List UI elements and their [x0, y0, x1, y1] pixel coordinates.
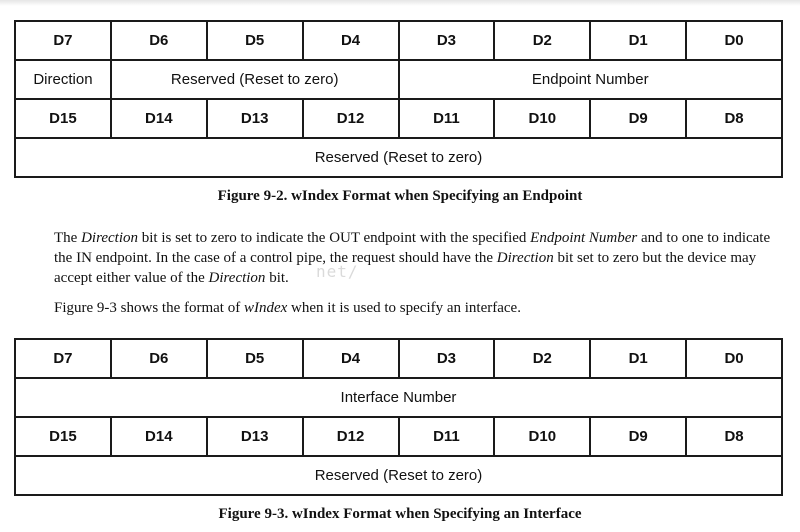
reserved-field-high: Reserved (Reset to zero)	[15, 138, 782, 177]
emphasis-endpoint-number: Endpoint Number	[530, 230, 638, 246]
emphasis-windex: wIndex	[243, 300, 288, 316]
bit-header-d8: D8	[686, 417, 782, 456]
bit-header-d11: D11	[399, 99, 495, 138]
bit-header-d0: D0	[686, 21, 782, 60]
direction-field: Direction	[15, 60, 111, 99]
table-row-fields-low	[15, 60, 782, 99]
emphasis-direction: Direction	[81, 230, 139, 246]
reserved-field-high: Reserved (Reset to zero)	[15, 456, 782, 495]
bit-header-d1: D1	[590, 339, 686, 378]
text-run: bit.	[265, 270, 289, 286]
bit-header-d10: D10	[494, 99, 590, 138]
bit-header-d11: D11	[399, 417, 495, 456]
table-row-bits-low	[15, 339, 782, 378]
bit-header-d8: D8	[686, 99, 782, 138]
bit-header-d5: D5	[207, 21, 303, 60]
emphasis-direction: Direction	[208, 270, 266, 286]
bit-header-d2: D2	[494, 339, 590, 378]
bit-header-d12: D12	[303, 99, 399, 138]
bit-header-d0: D0	[686, 339, 782, 378]
interface-intro-paragraph	[54, 298, 784, 318]
endpoint-format-table	[14, 20, 783, 178]
bit-header-d7: D7	[15, 21, 111, 60]
bit-header-d6: D6	[111, 21, 207, 60]
text-run: and to one to indicate the IN endpoint. In the case of a control pipe, the request should have the	[54, 230, 771, 266]
table-row-bits-low	[15, 21, 782, 60]
bit-header-d3: D3	[399, 339, 495, 378]
bit-header-d13: D13	[207, 417, 303, 456]
table-row-fields-high	[15, 456, 782, 495]
watermark: net/	[316, 262, 359, 281]
figure-caption-interface: Figure 9-3. wIndex Format when Specifying an Interface	[218, 506, 582, 522]
bit-header-d4: D4	[303, 21, 399, 60]
bit-header-d15: D15	[15, 417, 111, 456]
text-run: bit is set to zero to indicate the OUT endpoint with the specified	[138, 230, 531, 246]
reserved-field-low: Reserved (Reset to zero)	[111, 60, 399, 99]
bit-header-d1: D1	[590, 21, 686, 60]
bit-header-d14: D14	[111, 417, 207, 456]
interface-number-field: Interface Number	[15, 378, 782, 417]
bit-header-d10: D10	[494, 417, 590, 456]
bit-header-d15: D15	[15, 99, 111, 138]
bit-header-d3: D3	[399, 21, 495, 60]
bit-header-d12: D12	[303, 417, 399, 456]
emphasis-direction: Direction	[496, 250, 554, 266]
table-row-bits-high	[15, 99, 782, 138]
text-run: The	[54, 230, 82, 246]
bit-header-d6: D6	[111, 339, 207, 378]
table-row-fields-high	[15, 138, 782, 177]
table-row-fields-low	[15, 378, 782, 417]
bit-header-d7: D7	[15, 339, 111, 378]
endpoint-number-field: Endpoint Number	[399, 60, 783, 99]
bit-header-d13: D13	[207, 99, 303, 138]
bit-header-d9: D9	[590, 417, 686, 456]
bit-header-d14: D14	[111, 99, 207, 138]
interface-format-table	[14, 338, 783, 496]
bit-header-d9: D9	[590, 99, 686, 138]
text-run: Figure 9-3 shows the format of	[54, 300, 244, 316]
direction-paragraph	[54, 228, 784, 288]
top-edge-shadow	[0, 0, 800, 6]
text-run: bit set to zero but the device may accept either value of the	[54, 250, 757, 286]
bit-header-d2: D2	[494, 21, 590, 60]
figure-caption-endpoint: Figure 9-2. wIndex Format when Specifying an Endpoint	[217, 188, 583, 204]
text-run: when it is used to specify an interface.	[287, 300, 521, 316]
bit-header-d4: D4	[303, 339, 399, 378]
bit-header-d5: D5	[207, 339, 303, 378]
table-row-bits-high	[15, 417, 782, 456]
